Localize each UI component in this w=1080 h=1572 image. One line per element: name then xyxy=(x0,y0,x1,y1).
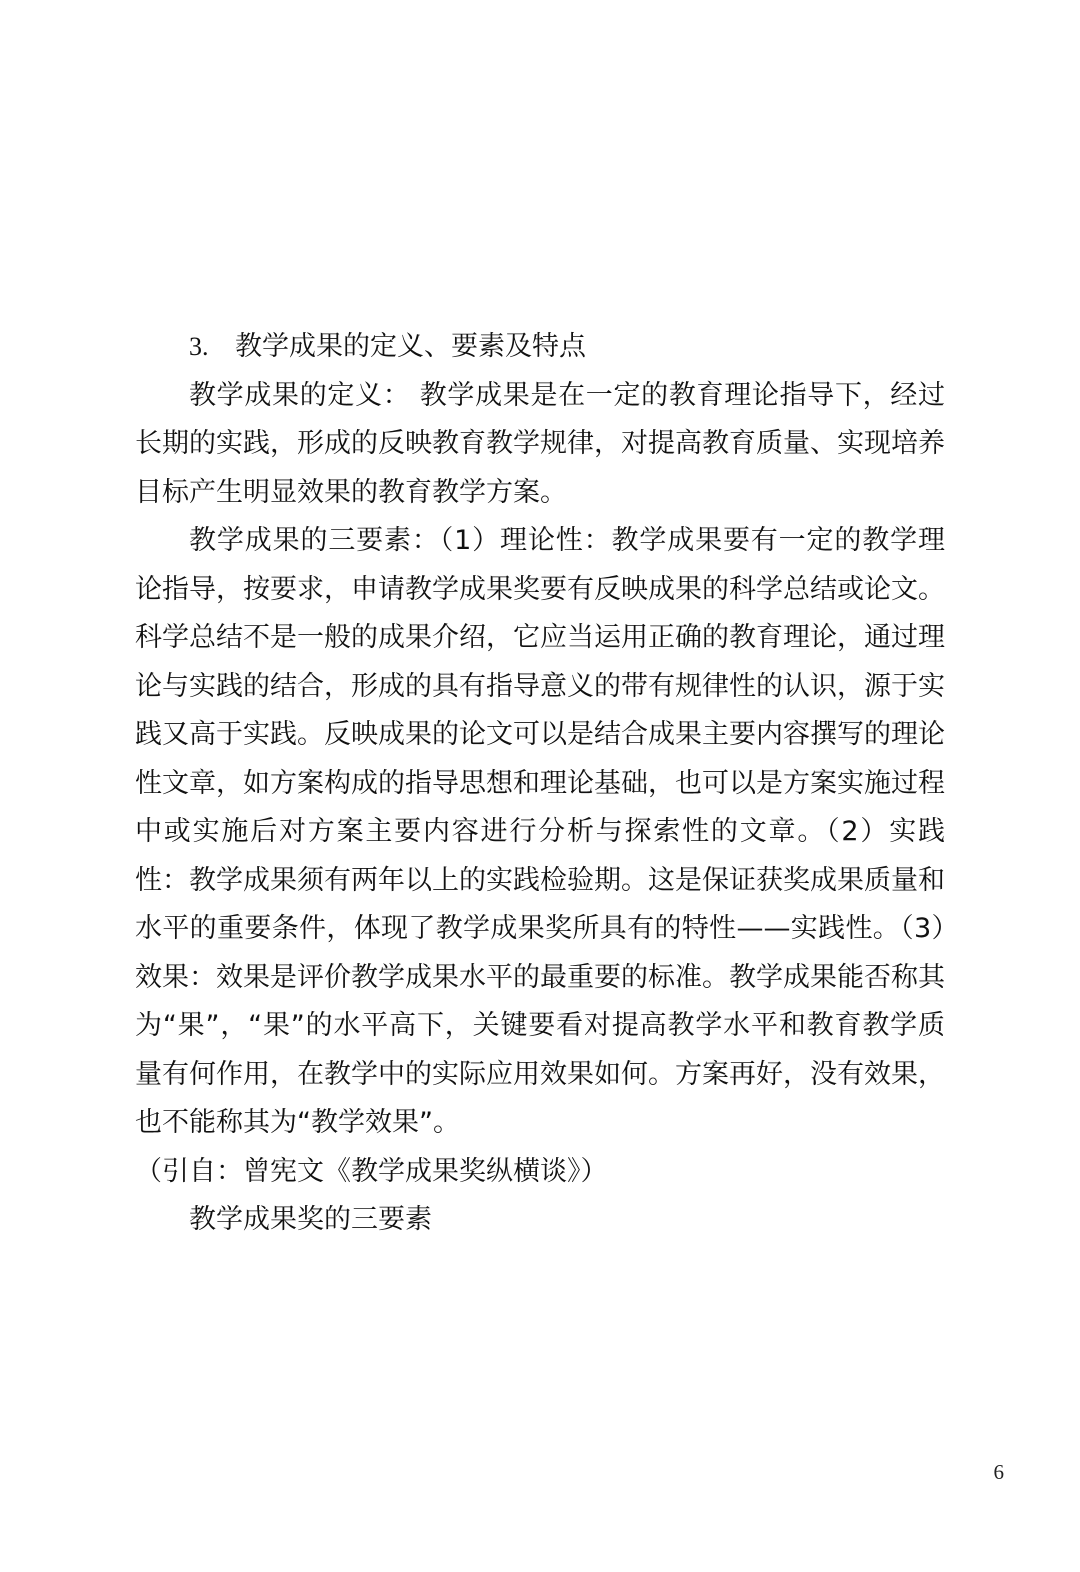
page-number: 6 xyxy=(993,1460,1004,1484)
page-content xyxy=(135,323,945,1245)
closing-heading: 教学成果奖的三要素 xyxy=(189,1204,432,1235)
section-heading xyxy=(135,323,945,372)
section-title: 教学成果的定义、要素及特点 xyxy=(235,331,586,362)
elements-paragraph: 教学成果的三要素：（1）理论性：教学成果要有一定的教学理论指导，按要求，申请教学成果奖要有反映成果的科学总结或论文。科学总结不是一般的成果介绍，它应当运用正确的教育理论，通过理论与实践的结合，形成的具有指导意义的带有规律性的认识，源于实践又高于实践。反映成果的论文可以是结合成果主要内容撰写的理论性文章，如方案构成的指导思想和理论基础，也可以是方案实施过程中或实施后对方案主要内容进行分析与探索性的文章。（2）实践性：教学成果须有两年以上的实践检验期。这是保证获奖成果质量和水平的重要条件，体现了教学成果奖所具有的特性——实践性。（3）效果：效果是评价教学成果水平的最重要的标准。教学成果能否称其为“果”，“果”的水平高下，关键要看对提高教学水平和教育教学质量有何作用，在教学中的实际应用效果如何。方案再好，没有效果，也不能称其为“教学效果”。 xyxy=(135,525,945,1138)
section-number: 3. xyxy=(189,332,209,361)
definition-paragraph: 教学成果的定义： 教学成果是在一定的教育理论指导下，经过长期的实践，形成的反映教育教学规律，对提高教育质量、实现培养目标产生明显效果的教育教学方案。 xyxy=(135,379,945,508)
citation: （引自：曾宪文《教学成果奖纵横谈》） xyxy=(135,1155,608,1187)
